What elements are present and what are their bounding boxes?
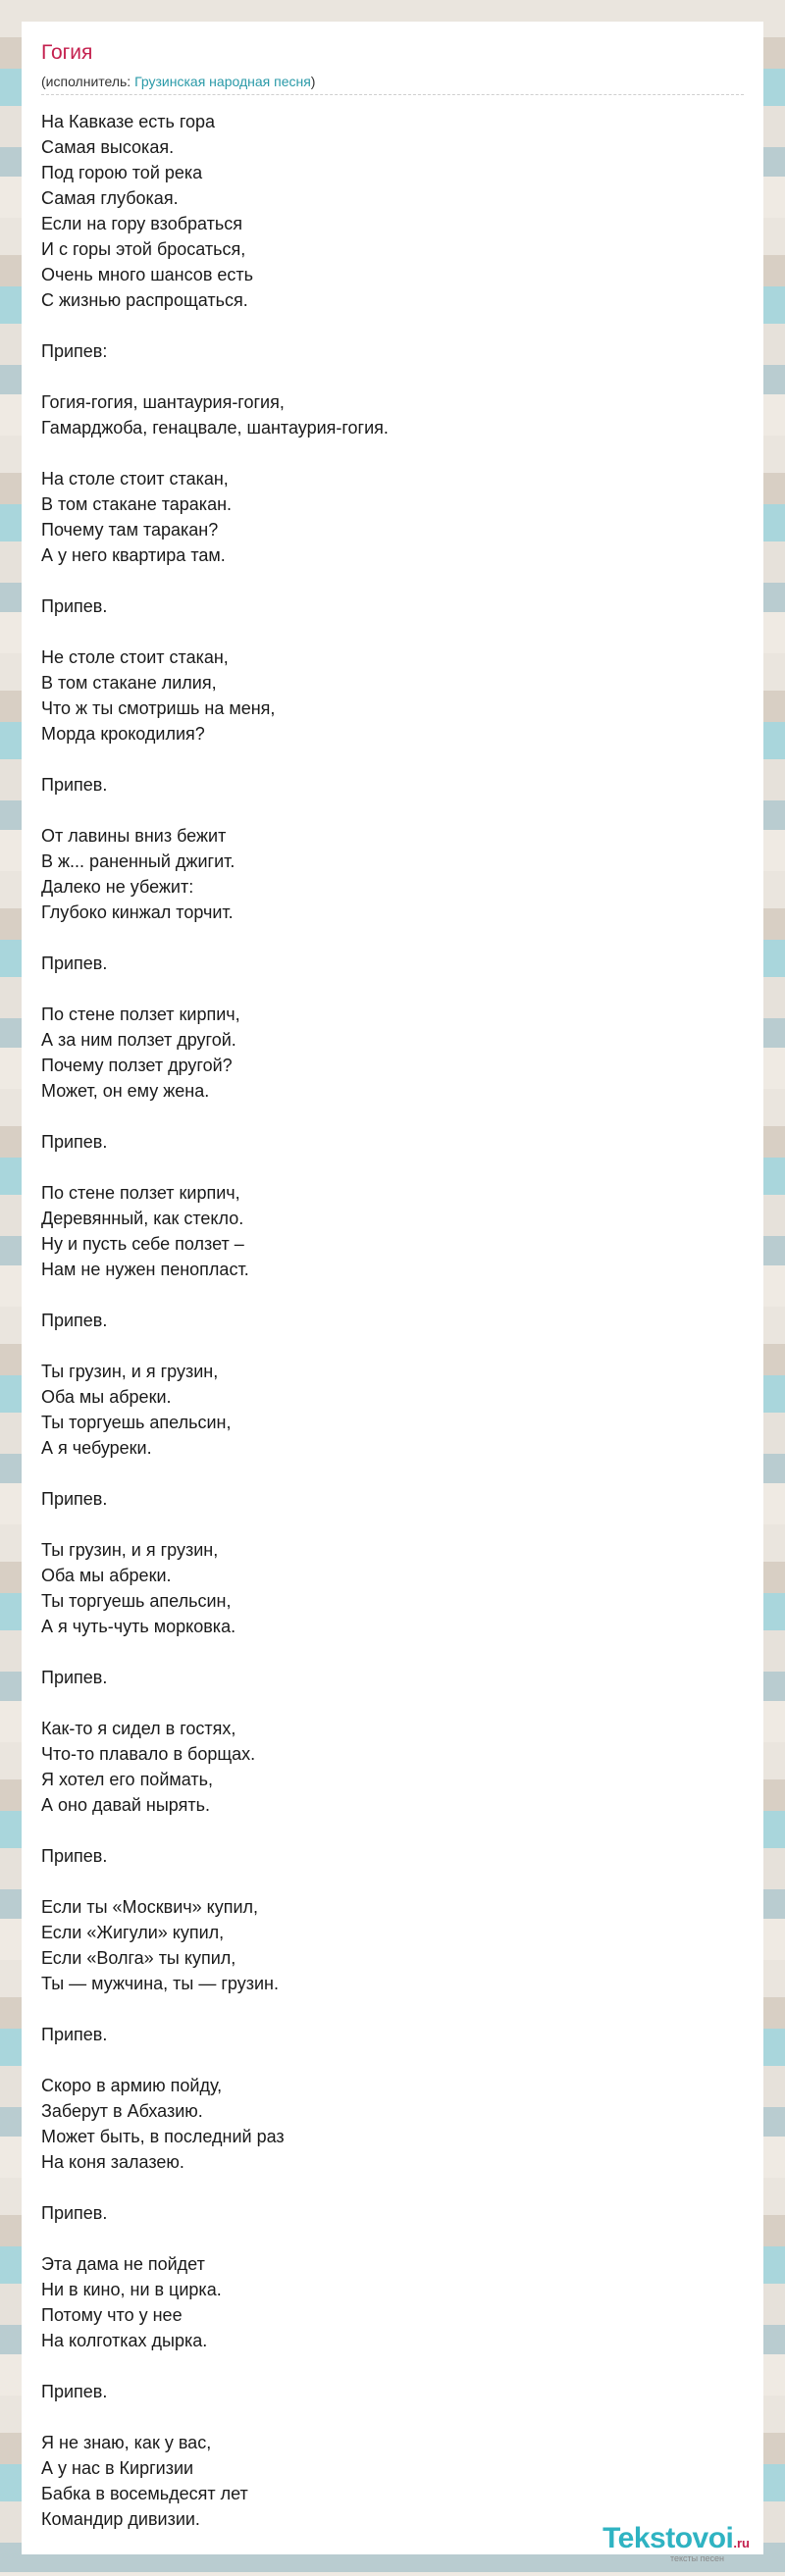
lyric-line: Если «Волга» ты купил, xyxy=(41,1948,236,1968)
lyric-line: Скоро в армию пойду, xyxy=(41,2076,223,2095)
stanza xyxy=(41,1180,744,1282)
lyric-line: Ты грузин, и я грузин, xyxy=(41,1540,219,1560)
lyric-line: Далеко не убежит: xyxy=(41,877,194,897)
lyric-line: С жизнью распрощаться. xyxy=(41,290,248,310)
lyric-line: Глубоко кинжал торчит. xyxy=(41,902,234,922)
stanza xyxy=(41,1716,744,1818)
lyric-line: Ну и пусть себе ползет – xyxy=(41,1234,244,1254)
stanza xyxy=(41,2430,744,2532)
stanza xyxy=(41,951,744,976)
stanza xyxy=(41,466,744,568)
lyric-line: Припев. xyxy=(41,596,108,616)
lyric-line: Если ты «Москвич» купил, xyxy=(41,1897,259,1917)
lyric-line: А я чуть-чуть морковка. xyxy=(41,1617,236,1636)
lyric-line: Почему ползет другой? xyxy=(41,1056,233,1075)
lyric-line: Командир дивизии. xyxy=(41,2509,200,2529)
lyric-line: Что ж ты смотришь на меня, xyxy=(41,698,276,718)
stanza xyxy=(41,2379,744,2404)
lyrics-card xyxy=(22,22,763,2554)
lyric-line: Нам не нужен пенопласт. xyxy=(41,1260,249,1279)
stanza xyxy=(41,1129,744,1155)
logo-name: Tekstovoi xyxy=(602,2522,734,2554)
stanza xyxy=(41,2022,744,2047)
stanza xyxy=(41,338,744,364)
lyric-line: Морда крокодилия? xyxy=(41,724,205,744)
lyric-line: Бабка в восемьдесят лет xyxy=(41,2484,248,2503)
lyric-line: Ты грузин, и я грузин, xyxy=(41,1362,219,1381)
lyric-line: На коня залазею. xyxy=(41,2152,184,2172)
lyric-line: Если на гору взобраться xyxy=(41,214,243,233)
lyric-line: И с горы этой бросаться, xyxy=(41,239,246,259)
stanza xyxy=(41,2073,744,2175)
stanza xyxy=(41,823,744,925)
lyric-line: Заберут в Абхазию. xyxy=(41,2101,203,2121)
lyric-line: В ж... раненный джигит. xyxy=(41,851,236,871)
stanza xyxy=(41,1894,744,1996)
lyric-line: Припев. xyxy=(41,953,108,973)
performer-line xyxy=(41,73,744,95)
lyric-line: Я хотел его поймать, xyxy=(41,1770,213,1789)
lyric-line: А за ним ползет другой. xyxy=(41,1030,236,1050)
lyric-line: На колготках дырка. xyxy=(41,2331,208,2350)
lyric-line: Оба мы абреки. xyxy=(41,1387,172,1407)
lyric-line: Ни в кино, ни в цирка. xyxy=(41,2280,222,2299)
lyric-line: Припев. xyxy=(41,1846,108,1866)
song-title: Гогия xyxy=(41,41,93,64)
stanza xyxy=(41,593,744,619)
lyric-line: По стене ползет кирпич, xyxy=(41,1183,240,1203)
lyric-line: Гамарджоба, генацвале, шантаурия-гогия. xyxy=(41,418,389,438)
lyric-line: Припев. xyxy=(41,775,108,795)
lyric-line: Припев: xyxy=(41,341,108,361)
lyric-line: Может быть, в последний раз xyxy=(41,2127,285,2146)
lyric-line: Как-то я сидел в гостях, xyxy=(41,1719,236,1738)
performer-link[interactable]: Грузинская народная песня xyxy=(134,74,311,89)
lyric-line: Припев. xyxy=(41,2025,108,2044)
performer-prefix: (исполнитель: xyxy=(41,74,135,89)
lyric-line: Оба мы абреки. xyxy=(41,1566,172,1585)
lyric-line: По стене ползет кирпич, xyxy=(41,1005,240,1024)
lyric-line: На Кавказе есть гора xyxy=(41,112,216,131)
lyric-line: А у нас в Киргизии xyxy=(41,2458,194,2478)
stanza xyxy=(41,1359,744,1461)
lyric-line: На столе стоит стакан, xyxy=(41,469,229,489)
lyric-line: Припев. xyxy=(41,1668,108,1687)
lyric-line: Гогия-гогия, шантаурия-гогия, xyxy=(41,392,285,412)
lyric-line: Припев. xyxy=(41,2203,108,2223)
logo-tagline: тексты песен xyxy=(669,2553,724,2563)
lyric-line: В том стакане лилия, xyxy=(41,673,217,693)
lyric-line: Припев. xyxy=(41,1132,108,1152)
stanza xyxy=(41,2251,744,2353)
lyric-line: Деревянный, как стекло. xyxy=(41,1209,244,1228)
logo-tld: .ru xyxy=(733,2536,750,2550)
lyric-line: Потому что у нее xyxy=(41,2305,183,2325)
lyric-line: Я не знаю, как у вас, xyxy=(41,2433,212,2452)
lyric-line: Не столе стоит стакан, xyxy=(41,647,229,667)
lyrics-text xyxy=(41,109,744,2532)
stanza xyxy=(41,1665,744,1690)
stanza xyxy=(41,772,744,798)
stanza xyxy=(41,1308,744,1333)
lyric-line: Под горою той река xyxy=(41,163,203,182)
lyric-line: Ты торгуешь апельсин, xyxy=(41,1591,232,1611)
lyric-line: Самая высокая. xyxy=(41,137,175,157)
lyric-line: А у него квартира там. xyxy=(41,545,226,565)
stanza xyxy=(41,2200,744,2226)
lyric-line: Ты — мужчина, ты — грузин. xyxy=(41,1974,279,1993)
lyric-line: А я чебуреки. xyxy=(41,1438,152,1458)
lyric-line: Очень много шансов есть xyxy=(41,265,254,284)
lyric-line: От лавины вниз бежит xyxy=(41,826,227,846)
lyric-line: Припев. xyxy=(41,1489,108,1509)
performer-suffix: ) xyxy=(310,74,316,89)
lyric-line: Что-то плавало в борщах. xyxy=(41,1744,256,1764)
stanza xyxy=(41,389,744,440)
stanza xyxy=(41,1537,744,1639)
stanza xyxy=(41,1002,744,1104)
lyric-line: Ты торгуешь апельсин, xyxy=(41,1413,232,1432)
stanza xyxy=(41,644,744,747)
lyric-line: Почему там таракан? xyxy=(41,520,219,540)
lyric-line: Если «Жигули» купил, xyxy=(41,1923,225,1942)
lyric-line: А оно давай нырять. xyxy=(41,1795,210,1815)
stanza xyxy=(41,1843,744,1869)
site-logo[interactable] xyxy=(544,2524,750,2564)
lyric-line: Самая глубокая. xyxy=(41,188,179,208)
lyric-line: Может, он ему жена. xyxy=(41,1081,210,1101)
stanza xyxy=(41,1486,744,1512)
stanza xyxy=(41,109,744,313)
lyric-line: В том стакане таракан. xyxy=(41,494,233,514)
lyric-line: Припев. xyxy=(41,1311,108,1330)
lyric-line: Эта дама не пойдет xyxy=(41,2254,205,2274)
lyric-line: Припев. xyxy=(41,2382,108,2401)
